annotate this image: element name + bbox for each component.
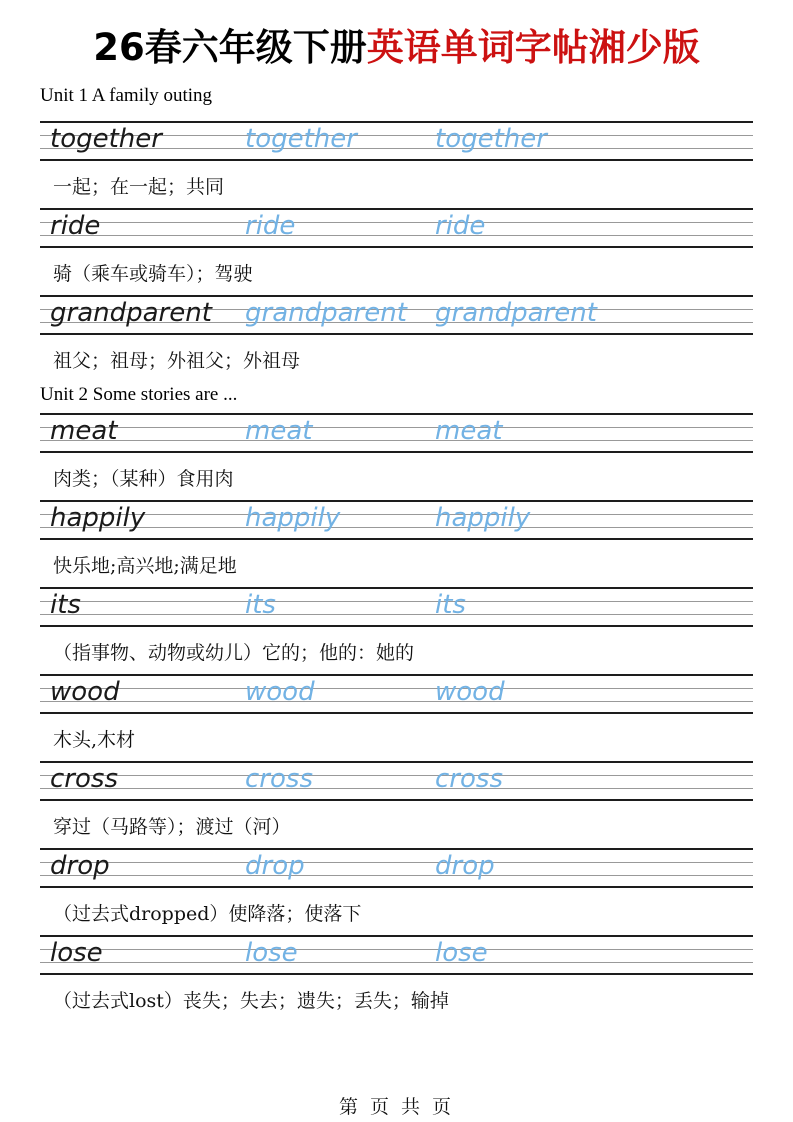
word-trace: happily xyxy=(435,503,531,533)
title-grade-part: 26春六年级下册 xyxy=(93,26,367,69)
guide-line xyxy=(40,875,753,876)
word-trace: ride xyxy=(245,211,296,241)
word-trace: meat xyxy=(435,416,503,446)
word-definition: （指事物、动物或幼儿）它的；他的：她的 xyxy=(53,642,415,664)
guide-line xyxy=(40,614,753,615)
handwriting-lines xyxy=(40,674,753,714)
word-trace: happily xyxy=(245,503,341,533)
word-sample: ride xyxy=(50,211,101,241)
word-trace: lose xyxy=(435,938,488,968)
unit-1-section xyxy=(40,86,753,382)
handwriting-lines xyxy=(40,761,753,801)
word-trace: meat xyxy=(245,416,313,446)
word-entry-ride xyxy=(40,208,753,295)
word-sample: grandparent xyxy=(50,298,212,328)
guide-line xyxy=(40,440,753,441)
word-entry-happily xyxy=(40,500,753,587)
word-trace: grandparent xyxy=(435,298,597,328)
word-entry-drop xyxy=(40,848,753,935)
word-trace: together xyxy=(245,124,357,154)
word-trace: together xyxy=(435,124,547,154)
word-definition: 快乐地;高兴地;满足地 xyxy=(53,555,237,577)
guide-line xyxy=(40,949,753,950)
word-definition: 祖父；祖母；外祖父；外祖母 xyxy=(53,350,301,372)
word-entry-meat xyxy=(40,413,753,500)
word-entry-wood xyxy=(40,674,753,761)
word-trace: drop xyxy=(435,851,495,881)
word-definition: 肉类；（某种）食用肉 xyxy=(53,468,234,490)
word-trace: cross xyxy=(245,764,313,794)
word-sample: cross xyxy=(50,764,118,794)
page-title xyxy=(40,25,753,71)
word-trace: its xyxy=(245,590,276,620)
unit-1-heading: Unit 1 A family outing xyxy=(40,85,213,106)
word-entry-grandparent xyxy=(40,295,753,382)
guide-line xyxy=(40,962,753,963)
handwriting-lines xyxy=(40,587,753,627)
page-content xyxy=(0,25,793,1022)
handwriting-lines xyxy=(40,121,753,161)
word-trace: cross xyxy=(435,764,503,794)
word-trace: grandparent xyxy=(245,298,407,328)
word-trace: drop xyxy=(245,851,305,881)
word-definition: 木头,木材 xyxy=(53,729,136,751)
guide-line xyxy=(40,514,753,515)
word-entry-cross xyxy=(40,761,753,848)
page-footer: 第 页 共 页 xyxy=(338,1096,455,1118)
word-definition: 骑（乘车或骑车）；驾驶 xyxy=(53,263,253,285)
word-entry-lose xyxy=(40,935,753,1022)
guide-line xyxy=(40,788,753,789)
handwriting-lines xyxy=(40,413,753,453)
unit-2-heading: Unit 2 Some stories are ... xyxy=(40,384,238,405)
word-trace: ride xyxy=(435,211,486,241)
guide-line xyxy=(40,701,753,702)
word-sample: lose xyxy=(50,938,103,968)
word-sample: wood xyxy=(50,677,120,707)
word-trace: wood xyxy=(245,677,315,707)
handwriting-lines xyxy=(40,848,753,888)
word-sample: drop xyxy=(50,851,110,881)
unit-2-section xyxy=(40,385,753,1022)
handwriting-lines xyxy=(40,208,753,248)
handwriting-lines xyxy=(40,935,753,975)
guide-line xyxy=(40,775,753,776)
handwriting-lines xyxy=(40,295,753,335)
guide-line xyxy=(40,527,753,528)
word-sample: together xyxy=(50,124,162,154)
word-entry-together xyxy=(40,121,753,208)
guide-line xyxy=(40,235,753,236)
word-trace: its xyxy=(435,590,466,620)
word-definition: （过去式dropped）使降落；使落下 xyxy=(53,903,362,925)
guide-line xyxy=(40,862,753,863)
word-trace: wood xyxy=(435,677,505,707)
word-definition: （过去式lost）丧失；失去；遗失；丢失；输掉 xyxy=(53,990,449,1012)
guide-line xyxy=(40,601,753,602)
guide-line xyxy=(40,222,753,223)
guide-line xyxy=(40,427,753,428)
handwriting-lines xyxy=(40,500,753,540)
word-sample: happily xyxy=(50,503,146,533)
word-sample: its xyxy=(50,590,81,620)
guide-line xyxy=(40,688,753,689)
word-definition: 穿过（马路等）；渡过（河） xyxy=(53,816,291,838)
title-subject-part: 英语单词字帖湘少版 xyxy=(366,26,700,69)
word-trace: lose xyxy=(245,938,298,968)
word-entry-its xyxy=(40,587,753,674)
word-definition: 一起；在一起；共同 xyxy=(53,176,225,198)
word-sample: meat xyxy=(50,416,118,446)
